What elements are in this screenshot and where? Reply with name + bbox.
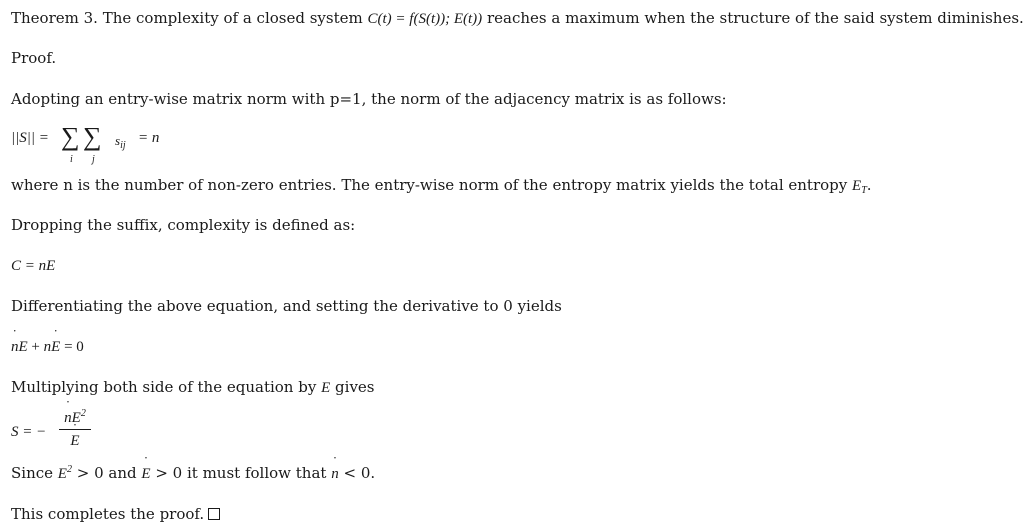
since-text-d: < 0. (343, 464, 376, 482)
e-dot: E ˙ (51, 337, 60, 357)
n-dot: n ˙ (11, 337, 19, 357)
theorem-text-b: reaches a maximum when the structure of the said system diminishes. (486, 9, 1024, 27)
theorem-label: Theorem 3. (11, 9, 98, 27)
sum-term: $s_{ij}$ (115, 133, 126, 151)
theorem-math: C(t) = f(S(t)); E(t)) (367, 11, 483, 27)
since-text-a: Since (11, 464, 54, 482)
n-term: n (43, 339, 52, 355)
since-text-b: > 0 and (76, 464, 137, 482)
where-paragraph (11, 175, 872, 196)
where-text: where n is the number of non-zero entries. The entry-wise norm of the entropy matrix yields the total entropy (11, 176, 848, 194)
fraction-denominator: E ˙ (59, 430, 91, 448)
multiply-symbol: E (321, 380, 331, 396)
sum-index-j: j (92, 154, 95, 165)
closing-text: This completes the proof. (11, 505, 205, 523)
e-term: E (18, 339, 28, 355)
e-dot-symbol: E ˙ (141, 464, 150, 484)
fraction-numerator: n $˙E^2$ (59, 407, 91, 427)
qed-box-icon (208, 508, 220, 520)
since-paragraph (11, 463, 375, 484)
multiply-text: Multiplying both side of the equation by (11, 378, 317, 396)
multiply-end: gives (335, 378, 375, 396)
plus-sign: + (31, 339, 40, 355)
where-end: . (866, 176, 872, 194)
drop-paragraph: Dropping the suffix, complexity is defined as: (11, 216, 356, 234)
theorem-statement (11, 8, 1024, 29)
complexity-equation: C = nE (11, 258, 56, 274)
proof-label: Proof. (11, 49, 57, 67)
sum-symbol-j: ∑ (83, 122, 102, 151)
sum-symbol-i: ∑ (61, 122, 80, 151)
e-squared: $E^2$ (57, 464, 72, 482)
norm-paragraph: Adopting an entry-wise matrix norm with p=1, the norm of the adjacency matrix is as follows: (11, 90, 727, 108)
n-dot-symbol: n ˙ (331, 464, 339, 484)
zero-rhs: = 0 (64, 339, 84, 355)
sum-index-i: i (70, 154, 73, 165)
norm-lhs: ||S|| = (11, 130, 49, 146)
fraction (59, 407, 91, 448)
diff-paragraph: Differentiating the above equation, and setting the derivative to 0 yields (11, 297, 562, 315)
since-text-c: > 0 it must follow that (155, 464, 327, 482)
total-entropy-symbol: $E_T$ (852, 178, 867, 196)
norm-rhs: = n (138, 130, 160, 146)
derivative-equation (11, 337, 84, 357)
closing-paragraph (11, 504, 220, 524)
multiply-paragraph (11, 377, 375, 398)
structure-lhs: S = − (11, 424, 47, 440)
theorem-text-a: The complexity of a closed system (102, 9, 363, 27)
